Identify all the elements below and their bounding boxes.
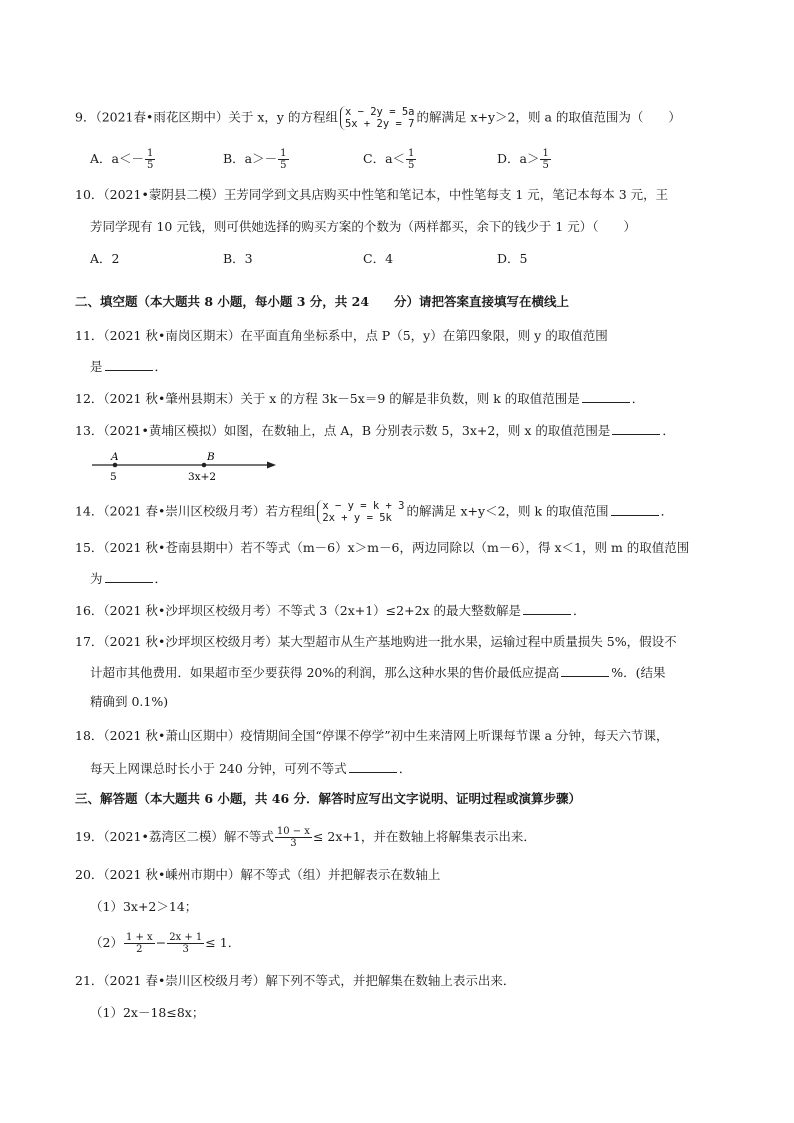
label-b: B — [207, 452, 215, 463]
q9-option-b: B．a＞－ $\frac{1}{5}$ — [223, 148, 287, 171]
q9-option-d: D．a＞ $\frac{1}{5}$ — [497, 148, 549, 171]
q10-option-a: A．2 — [90, 251, 120, 266]
question-15-line-2: 为 ． — [90, 571, 168, 586]
answer-blank[interactable] — [105, 569, 153, 583]
answer-blank[interactable] — [349, 759, 397, 773]
question-9: 9．（2021春•雨花区期中）关于 x，y 的方程组 x − 2y = 5a 5x + 2y = 7 的解满足 x+y＞2，则 a 的取值范围为（ ） — [75, 106, 681, 130]
question-17-line-1: 17．（2021 秋•沙坪坝区校级月考）某大型超市从生产基地购进一批水果，运输过程中质量损失 5%，假设不 — [75, 634, 677, 649]
question-17-line-3: 精确到 0.1%) — [90, 694, 169, 709]
question-10-line-1: 10．（2021•蒙阴县二模）王芳同学到文具店购买中性笔和笔记本，中性笔每支 1 元，笔记本每本 3 元，王 — [75, 187, 669, 202]
section-2-heading: 二、填空题（本大题共 8 小题，每小题 3 分，共 24 分）请把答案直接填写在横线上 — [75, 294, 570, 309]
question-12: 12．（2021 秋•肇州县期末）关于 x 的方程 3k－5x＝9 的解是非负数，则 k 的取值范围是 ． — [75, 391, 645, 406]
number-line-arrow — [267, 462, 276, 469]
equation-system-9: x − 2y = 5a 5x + 2y = 7 — [340, 106, 415, 130]
q10-option-b: B．3 — [223, 251, 253, 266]
q10-option-d: D．5 — [497, 251, 528, 266]
question-11-line-2: 是 ． — [90, 359, 168, 374]
question-20-part-2: （2） $\frac{1 + x}{2}$ − $\frac{2x + 1}{3}$ ≤ 1． — [90, 932, 241, 955]
equation-system-14: x − y = k + 3 2x + y = 5k — [317, 500, 404, 524]
question-21: 21．（2021 春•崇川区校级月考）解下列不等式，并把解集在数轴上表示出来． — [75, 973, 516, 988]
question-16: 16．（2021 秋•沙坪坝区校级月考）不等式 3（2x+1）≤2+2x 的最大整数解是 ． — [75, 603, 586, 618]
question-18-line-1: 18．（2021 秋•萧山区期中）疫情期间全国“停课不停学”初中生来清网上听课每节课 a 分钟，每天六节课， — [75, 728, 669, 743]
question-10-line-2: 芳同学现有 10 元钱，则可供她选择的购买方案的个数为（两样都买，余下的钱少于 1 元）（ ） — [90, 219, 637, 234]
q9-option-c: C．a＜ $\frac{1}{5}$ — [363, 148, 415, 171]
question-17-line-2: 计超市其他费用．如果超市至少要获得 20%的利润，那么这种水果的售价最低应提高 %．(结果 — [90, 665, 666, 680]
question-13: 13．（2021•黄埔区模拟）如图，在数轴上，点 A，B 分别表示数 5，3x+2，则 x 的取值范围是 ． — [75, 423, 675, 438]
answer-blank[interactable] — [611, 502, 659, 516]
q10-option-c: C．4 — [363, 251, 394, 266]
q9-option-a: A．a＜－ $\frac{1}{5}$ — [90, 148, 154, 171]
question-15-line-1: 15．（2021 秋•苍南县期中）若不等式（m－6）x＞m－6，两边同除以（m－6），得 x＜1，则 m 的取值范围 — [75, 540, 690, 555]
point-a — [113, 463, 118, 468]
question-14: 14．（2021 春•崇川区校级月考）若方程组 x − y = k + 3 2x + y = 5k 的解满足 x+y＜2，则 k 的取值范围 ． — [75, 500, 674, 524]
value-3x-plus-2: 3x+2 — [188, 471, 217, 483]
question-19: 19．（2021•荔湾区二模）解不等式 $\frac{10 - x}{3}$ ≤ 2x+1，并在数轴上将解集表示出来． — [75, 826, 536, 849]
label-a: A — [111, 452, 119, 463]
value-5: 5 — [110, 471, 117, 483]
answer-blank[interactable] — [612, 421, 660, 435]
question-21-part-1: （1）2x－18≤8x； — [90, 1005, 205, 1020]
answer-blank[interactable] — [523, 601, 571, 615]
number-line-figure — [90, 452, 290, 486]
section-3-heading: 三、解答题（本大题共 6 小题，共 46 分．解答时应写出文字说明、证明过程或演算步骤） — [75, 791, 582, 806]
question-20-part-1: （1）3x+2＞14； — [90, 899, 198, 914]
answer-blank[interactable] — [105, 357, 153, 371]
question-20: 20．（2021 秋•嵊州市期中）解不等式（组）并把解表示在数轴上 — [75, 867, 441, 882]
answer-blank[interactable] — [582, 389, 630, 403]
point-b — [202, 463, 207, 468]
answer-blank[interactable] — [561, 663, 609, 677]
question-11-line-1: 11．（2021 秋•南岗区期末）在平面直角坐标系中，点 P（5，y）在第四象限，则 y 的取值范围 — [75, 328, 608, 343]
question-18-line-2: 每天上网课总时长小于 240 分钟，可列不等式 ． — [90, 761, 412, 776]
